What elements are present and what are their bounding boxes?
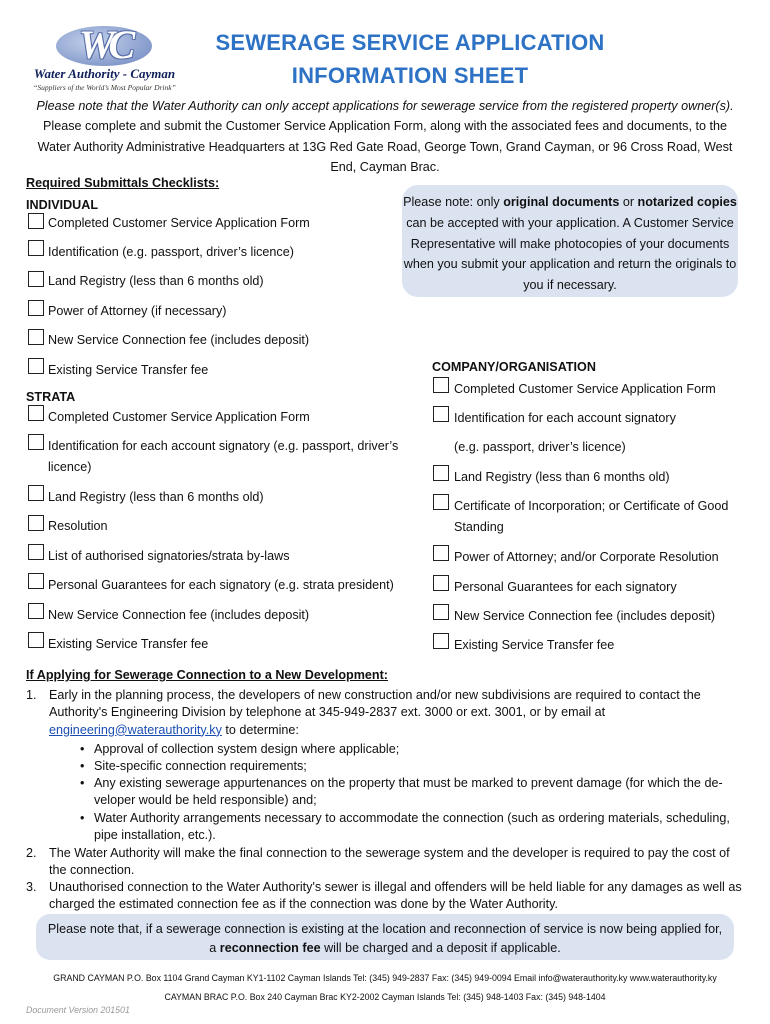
checkbox[interactable] — [28, 485, 44, 501]
checkbox[interactable] — [28, 213, 44, 229]
step-number: 3. — [26, 880, 37, 894]
checkbox[interactable] — [28, 515, 44, 531]
checkbox[interactable] — [433, 575, 449, 591]
step-text — [49, 687, 749, 739]
original-documents-note-text — [402, 192, 738, 296]
checkbox[interactable] — [433, 604, 449, 620]
note-bold-notarized: notarized copies — [637, 195, 737, 209]
checkbox[interactable] — [28, 358, 44, 374]
logo-mark: WC — [78, 22, 130, 67]
checklist-label: Existing Service Transfer fee — [48, 637, 209, 651]
checklist-label: Identification (e.g. passport, driver’s licence) — [48, 245, 294, 259]
checkbox[interactable] — [433, 545, 449, 561]
checklist-label: Existing Service Transfer fee — [454, 638, 615, 652]
bullet-icon: • — [80, 742, 85, 756]
checkbox[interactable] — [433, 633, 449, 649]
checklist-label: Land Registry (less than 6 months old) — [48, 490, 264, 504]
page-title-line1: SEWERAGE SERVICE APPLICATION — [215, 30, 605, 55]
bullet-icon: • — [80, 811, 85, 825]
list-item-text: Any existing sewerage appurtenances on the property that must be marked to prevent damage (for which the de-veloper would be held responsible) and; — [94, 776, 723, 808]
checkbox[interactable] — [433, 377, 449, 393]
checklist-label: Completed Customer Service Application Form — [48, 216, 310, 230]
step-number: 2. — [26, 846, 37, 860]
checklist-label: List of authorised signatories/strata by-laws — [48, 549, 290, 563]
checklist-label: Certificate of Incorporation; or Certificate of Good Standing — [454, 499, 729, 534]
step-text: The Water Authority will make the final connection to the sewerage system and the developer is required to pay the cost of the connection. — [49, 846, 730, 878]
checklist-label: Completed Customer Service Application Form — [48, 410, 310, 424]
logo-name: Water Authority - Cayman — [33, 66, 176, 81]
reconnection-line2-tail: will be charged and a deposit if applicable. — [320, 940, 561, 955]
checkbox[interactable] — [433, 465, 449, 481]
checklist-label: New Service Connection fee (includes deposit) — [48, 608, 310, 622]
step-text: Unauthorised connection to the Water Authority's sewer is illegal and offenders will be held liable for any damages as well as charged the estimated connection fee as if the connection was done by the Water Authority. — [49, 880, 742, 912]
owner-notice: Please note that the Water Authority can only accept applications for sewerage service from the registered property owner(s). — [36, 99, 734, 113]
footer-cayman-brac: CAYMAN BRAC P.O. Box 240 Cayman Brac KY2-2002 Cayman Islands Tel: (345) 948-1403 Fax: (345) 948-1404 — [164, 992, 606, 1002]
checkbox[interactable] — [28, 544, 44, 560]
checklist-label: Identification for each account signatory (e.g. passport, driver’s licence) — [48, 439, 399, 474]
company-heading: COMPANY/ORGANISATION — [432, 360, 596, 374]
engineering-email-link[interactable]: engineering@waterauthority.ky — [49, 722, 222, 737]
development-requirements-list — [0, 741, 770, 846]
page-title-line2: INFORMATION SHEET — [291, 63, 529, 88]
checklist-label: Land Registry (less than 6 months old) — [454, 470, 670, 484]
checklist-label: Identification for each account signatory — [454, 411, 676, 425]
checklists-heading: Required Submittals Checklists: — [26, 176, 220, 190]
list-item-text: Approval of collection system design where applicable; — [94, 742, 400, 756]
checkbox[interactable] — [28, 271, 44, 287]
checkbox[interactable] — [28, 434, 44, 450]
reconnection-line1: Please note that, if a sewerage connection is existing at the location and reconnection of service is now being applied for, — [47, 922, 723, 936]
reconnection-line2: a — [209, 940, 220, 955]
checklist-label: Land Registry (less than 6 months old) — [48, 274, 264, 288]
note-text: or — [619, 195, 638, 209]
checklist-label: Power of Attorney; and/or Corporate Resolution — [454, 550, 719, 564]
list-item-text: Water Authority arrangements necessary to accommodate the connection (such as ordering materials, scheduling, pipe installation, etc.). — [94, 811, 730, 843]
reconnection-fee-bold: reconnection fee — [219, 940, 321, 955]
checkbox[interactable] — [433, 494, 449, 510]
note-bold-original: original documents — [503, 195, 620, 209]
checklist-label-continued: (e.g. passport, driver’s licence) — [454, 440, 626, 454]
reconnection-note-text — [36, 920, 734, 957]
checkbox[interactable] — [28, 240, 44, 256]
checkbox[interactable] — [28, 300, 44, 316]
document-version: Document Version 201501 — [26, 1005, 130, 1015]
checklist-label: Completed Customer Service Application Form — [454, 382, 716, 396]
checkbox[interactable] — [28, 329, 44, 345]
checkbox[interactable] — [433, 406, 449, 422]
intro-paragraph: Please complete and submit the Customer Service Application Form, along with the associated fees and documents, to the Water Authority Administrative Headquarters at 13G Red Gate Road, George Town, Grand Cayman, or 96 Cross Road, West End, Cayman Brac. — [37, 119, 733, 174]
note-text: Please note: only — [403, 195, 504, 209]
checklist-label: Personal Guarantees for each signatory — [454, 580, 677, 594]
checklist-label: Resolution — [48, 519, 108, 533]
checkbox[interactable] — [28, 573, 44, 589]
checklist-label: Personal Guarantees for each signatory (e.g. strata president) — [48, 578, 394, 592]
logo-tagline: “Suppliers of the World’s Most Popular Drink” — [33, 83, 176, 92]
checklist-label: New Service Connection fee (includes deposit) — [48, 333, 310, 347]
step-text-body: Early in the planning process, the developers of new construction and/or new subdivisions are required to contact the Authority's Engineering Division by telephone at 345-949-2837 ext. 3000 or ext. 3001, or by email at — [49, 688, 701, 720]
individual-heading: INDIVIDUAL — [26, 198, 99, 212]
checklist-label: Power of Attorney (if necessary) — [48, 304, 227, 318]
checklist-label: Existing Service Transfer fee — [48, 363, 209, 377]
checklist-label: New Service Connection fee (includes deposit) — [454, 609, 716, 623]
footer-grand-cayman: GRAND CAYMAN P.O. Box 1104 Grand Cayman KY1-1102 Cayman Islands Tel: (345) 949-2837 Fax: (345) 949-0094 Email info@waterauthority.ky www.waterauthority.ky — [53, 973, 717, 983]
list-item-text: Site-specific connection requirements; — [94, 759, 307, 773]
strata-heading: STRATA — [26, 390, 76, 404]
new-development-heading: If Applying for Sewerage Connection to a New Development: — [26, 668, 388, 682]
step-text-tail: to determine: — [221, 722, 299, 737]
checkbox[interactable] — [28, 405, 44, 421]
step-number: 1. — [26, 688, 37, 702]
bullet-icon: • — [80, 776, 85, 790]
checkbox[interactable] — [28, 632, 44, 648]
bullet-icon: • — [80, 759, 85, 773]
note-text: can be accepted with your application. A Customer Service Representative will make photocopies of your documents when you submit your application and return the originals to you if necessary. — [403, 215, 737, 293]
checkbox[interactable] — [28, 603, 44, 619]
